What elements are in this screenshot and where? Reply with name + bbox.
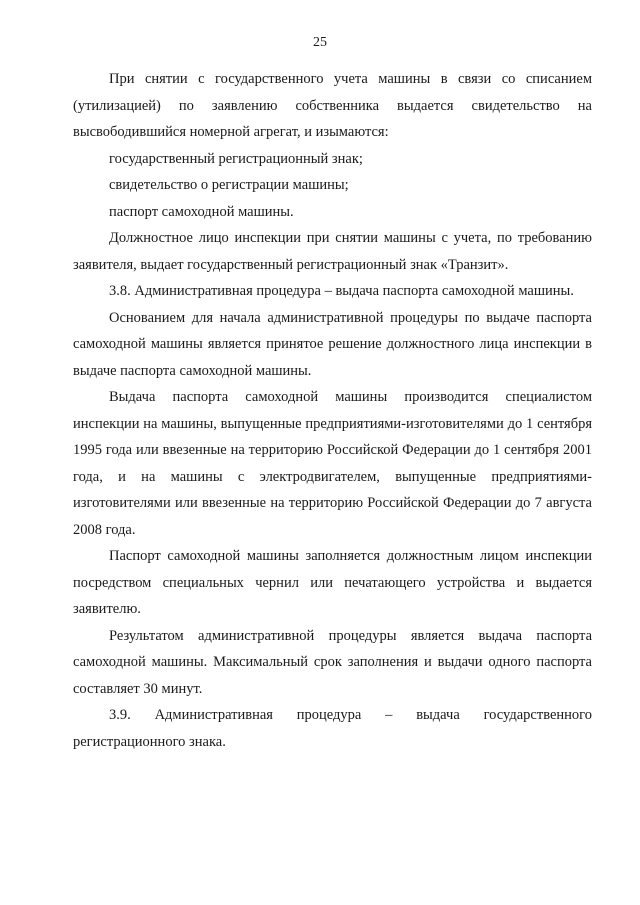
paragraph-grounds: Основанием для начала административной процедуры по выдаче паспорта самоходной машины является принятое решение должностного лица инспекции в выдаче паспорта самоходной машины. (73, 309, 592, 379)
paragraph-deregistration: При снятии с государственного учета машины в связи со списанием (утилизацией) по заявлению собственника выдается свидетельство на высвободившийся номерной агрегат, и изымаются: (73, 71, 592, 140)
list-item-registration-plate: государственный регистрационный знак; (109, 150, 363, 167)
paragraph-filling: Паспорт самоходной машины заполняется должностным лицом инспекции посредством специальных чернил или печатающего устройства и выдается заявителю. (73, 548, 592, 617)
list-item-registration-certificate: свидетельство о регистрации машины; (109, 177, 349, 193)
paragraph-issuance: Выдача паспорта самоходной машины производится специалистом инспекции на машины, выпущенные предприятиями-изготовителями до 1 сентября 1995 года или ввезенные на территорию Российской Федерации до 1 сентября 2001 года, и на машины с электродвигателем, выпущенные предприятиями-изготовителями или ввезенные на территорию Российской Федерации до 7 августа 2008 года. (73, 389, 592, 538)
paragraph-result: Результатом административной процедуры является выдача паспорта самоходной машины. Максимальный срок заполнения и выдачи одного паспорта составляет 30 минут. (73, 627, 592, 697)
document-body (73, 66, 592, 755)
section-heading-3-9: 3.9. Административная процедура – выдача государственного регистрационного знака. (73, 707, 592, 750)
section-heading-3-8: 3.8. Административная процедура – выдача паспорта самоходной машины. (109, 283, 574, 299)
page-number: 25 (313, 35, 327, 50)
paragraph-transit-plate: Должностное лицо инспекции при снятии машины с учета, по требованию заявителя, выдает государственный регистрационный знак «Транзит». (73, 230, 592, 273)
list-item-machine-passport: паспорт самоходной машины. (109, 203, 294, 220)
